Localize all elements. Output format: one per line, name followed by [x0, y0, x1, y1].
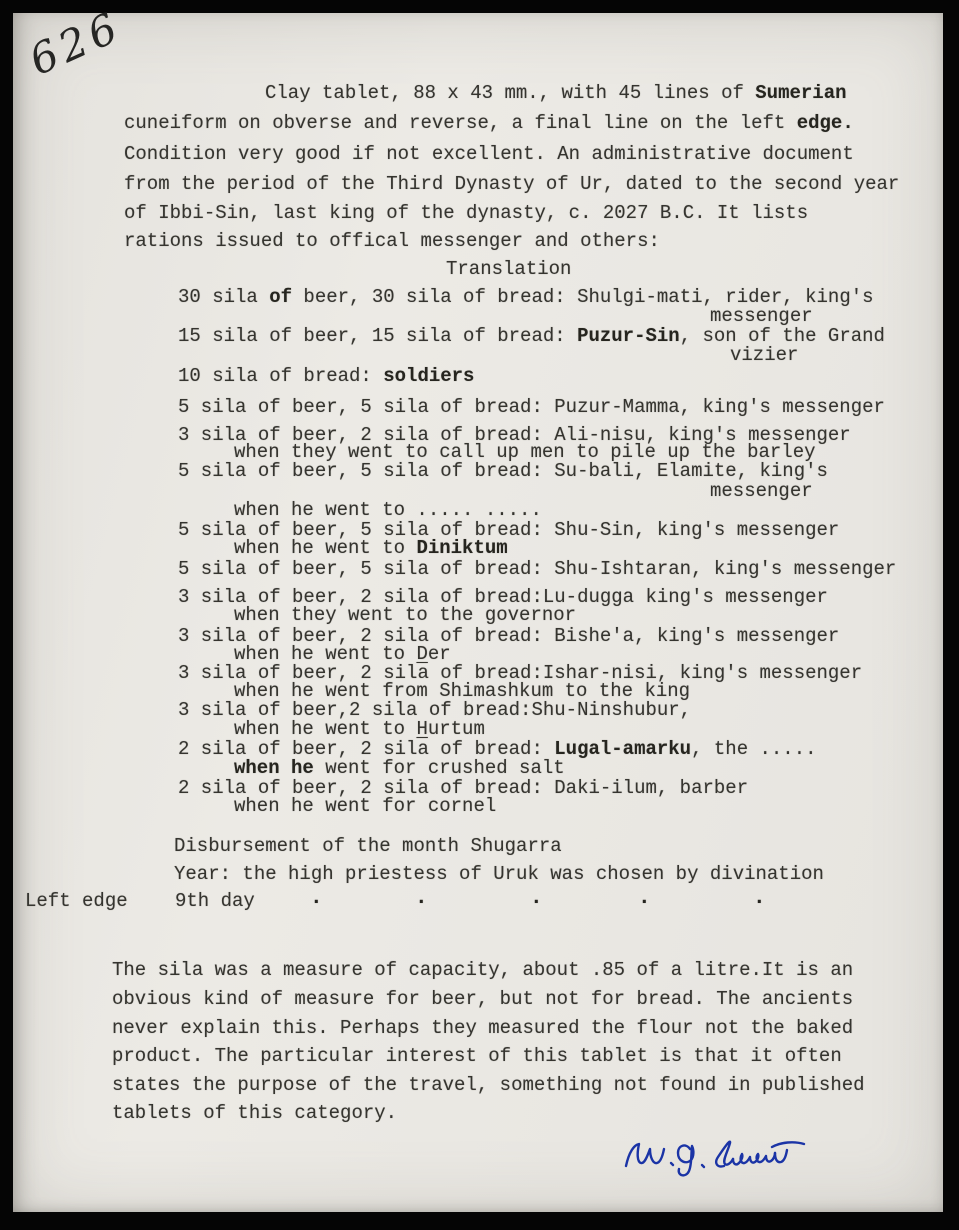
text-line: when he went to Hurtum — [234, 718, 485, 740]
text-line: 30 sila of beer, 30 sila of bread: Shulgi-mati, rider, king's — [178, 286, 874, 308]
text-line: when he went to ..... ..... — [234, 499, 542, 521]
text-line: 3 sila of beer, 2 sila of bread: Ali-nisu, king's messenger — [178, 424, 851, 446]
text-line: . — [753, 887, 766, 910]
text-line: of Ibbi-Sin, last king of the dynasty, c. 2027 B.C. It lists — [124, 202, 809, 224]
text-line: 3 sila of beer, 2 sila of bread:Lu-dugga king's messenger — [178, 586, 828, 608]
text-line: 3 sila of beer,2 sila of bread:Shu-Ninshubur, — [178, 699, 692, 721]
text-line: from the period of the Third Dynasty of Ur, dated to the second year — [124, 173, 900, 195]
text-line: 5 sila of beer, 5 sila of bread: Shu-Sin, king's messenger — [178, 519, 840, 541]
text-line: messenger — [710, 480, 813, 502]
text-line: never explain this. Perhaps they measured the flour not the baked — [112, 1017, 854, 1039]
text-line: when they went to the governor — [234, 604, 577, 626]
text-line: messenger — [710, 305, 813, 327]
text-line: . — [530, 887, 543, 910]
text-line: tablets of this category. — [112, 1102, 398, 1124]
text-line: Condition very good if not excellent. An administrative document — [124, 143, 854, 165]
catalog-number-handwritten: 626 — [22, 1, 129, 85]
text-line: rations issued to offical messenger and others: — [124, 230, 660, 252]
text-line: when he went to Der — [234, 643, 451, 665]
text-line: when he went for cornel — [234, 795, 497, 817]
text-line: when he went from Shimashkum to the king — [234, 680, 691, 702]
text-line: Left edge — [25, 890, 128, 912]
text-line: Year: the high priestess of Uruk was chosen by divination — [174, 863, 824, 885]
text-line: Disbursement of the month Shugarra — [174, 835, 562, 857]
text-line: 15 sila of beer, 15 sila of bread: Puzur-Sin, son of the Grand — [178, 325, 885, 347]
text-line: 3 sila of beer, 2 sila of bread:Ishar-nisi, king's messenger — [178, 662, 863, 684]
text-line: 9th day — [175, 890, 255, 912]
text-line: 3 sila of beer, 2 sila of bread: Bishe'a, king's messenger — [178, 625, 840, 647]
text-line: 5 sila of beer, 5 sila of bread: Shu-Ishtaran, king's messenger — [178, 558, 897, 580]
text-line: when he went for crushed salt — [234, 757, 565, 779]
text-line: The sila was a measure of capacity, about .85 of a litre.It is an — [112, 959, 854, 981]
text-line: vizier — [730, 344, 799, 366]
text-line: 2 sila of beer, 2 sila of bread: Daki-ilum, barber — [178, 777, 749, 799]
text-line: . — [638, 887, 651, 910]
text-line: 5 sila of beer, 5 sila of bread: Su-bali, Elamite, king's — [178, 460, 828, 482]
text-line: 10 sila of bread: soldiers — [178, 365, 475, 387]
text-line: when they went to call up men to pile up the barley — [234, 441, 816, 463]
text-line: when he went to Diniktum — [234, 537, 508, 559]
text-line: states the purpose of the travel, something not found in published — [112, 1074, 865, 1096]
text-line: Translation — [446, 258, 572, 280]
signature-handwriting — [616, 1126, 816, 1188]
text-line: Clay tablet, 88 x 43 mm., with 45 lines of Sumerian — [265, 82, 847, 104]
text-line: . — [415, 887, 428, 910]
text-line: . — [310, 887, 323, 910]
text-line: 2 sila of beer, 2 sila of bread: Lugal-amarku, the ..... — [178, 738, 817, 760]
text-line: cuneiform on obverse and reverse, a final line on the left edge. — [124, 112, 854, 134]
text-line: product. The particular interest of this tablet is that it often — [112, 1045, 842, 1067]
text-line: 5 sila of beer, 5 sila of bread: Puzur-Mamma, king's messenger — [178, 396, 885, 418]
text-line: obvious kind of measure for beer, but not for bread. The ancients — [112, 988, 854, 1010]
